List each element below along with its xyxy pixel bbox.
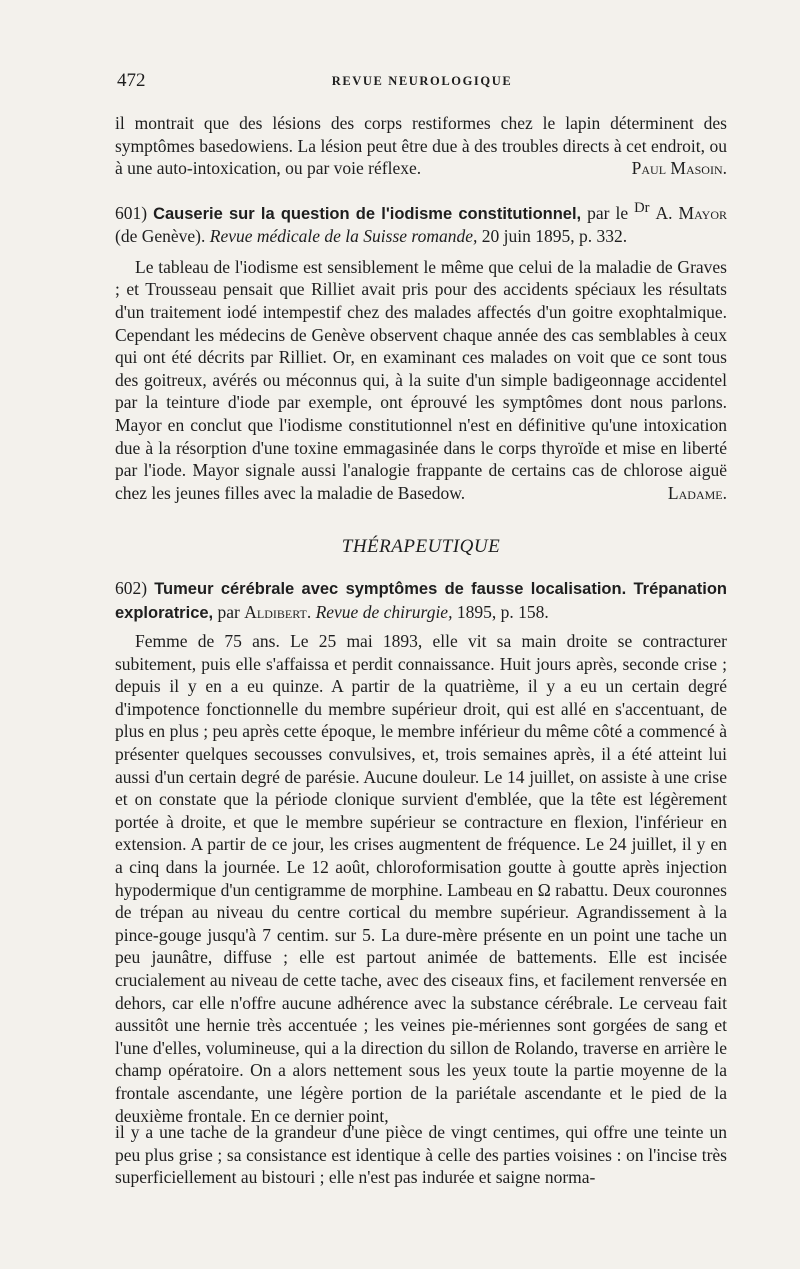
page-header bbox=[117, 70, 727, 96]
entry-601-signature: Ladame. bbox=[667, 482, 727, 503]
entry-602-by: par bbox=[217, 601, 240, 622]
entry-601-affiliation: (de Genève). bbox=[115, 226, 206, 247]
entry-601-heading bbox=[115, 197, 727, 248]
entry-601-body-text: Le tableau de l'iodisme est sensiblement le même que celui de la maladie de Graves ; et Trousseau pensait que Rilliet avait pris pour des accidents spéciaux les résultats d'un traitement iodé intempestif chez des malades affectés d'un goitre exophtalmique. Cependant les médecins de Genève observent chaque année des cas semblables à ceux qui ont été décrits par Rilliet. Or, en examinant ces malades on voit que ce sont tous des goitreux, avérés ou méconnus qui, à la suite d'un simple badigeonnage accidentel par la teinture d'iode par exemple, ont éprouvé les symptômes dont nous parlons. Mayor en conclut que l'iodisme constitutionnel n'est en définitive qu'une intoxication due à la résorption d'une toxine emmagasinée dans le corps thyroïde et mise en liberté par l'iode. Mayor signale aussi l'analogie frappante de certains cas de chlorose aiguë chez les jeunes filles avec la maladie de Basedow. bbox=[115, 256, 727, 503]
text-body bbox=[115, 112, 727, 1127]
intro-text: il montrait que des lésions des corps restiformes chez le lapin déterminent des symptômes basedowiens. La lésion peut être due à des troubles directs à cet endroit, ou à une auto-intoxication, ou par voie réflexe. bbox=[115, 113, 727, 179]
entry-601-author-prefix: Dr bbox=[634, 199, 650, 216]
section-title: THÉRAPEUTIQUE bbox=[341, 536, 501, 558]
running-title: REVUE NEUROLOGIQUE bbox=[331, 74, 513, 88]
entry-601-journal: Revue médicale de la Suisse romande, bbox=[209, 226, 478, 247]
entry-601-citation: 20 juin 1895, p. 332. bbox=[481, 226, 628, 247]
entry-601-title: Causerie sur la question de l'iodisme constitutionnel, bbox=[153, 204, 582, 223]
entry-602-body-tail bbox=[115, 1121, 727, 1189]
entry-601-body bbox=[115, 256, 727, 505]
entry-602-heading bbox=[115, 577, 727, 624]
entry-602-number: 602) bbox=[115, 577, 148, 598]
entry-601-by: par le bbox=[587, 202, 629, 223]
entry-602-author: Aldibert. bbox=[244, 601, 312, 622]
entry-602-body-tail-text: il y a une tache de la grandeur d'une pièce de vingt centimes, qui offre une teinte un peu plus grise ; sa consistance est identique à celle des parties voisines : on l'incise très superficiellement au bistouri ; elle n'est pas indurée et saigne norma- bbox=[115, 1122, 727, 1188]
entry-602-citation: 1895, p. 158. bbox=[456, 601, 549, 622]
intro-paragraph bbox=[115, 112, 727, 180]
entry-601-author: A. Mayor bbox=[655, 202, 728, 223]
page-number: 472 bbox=[117, 70, 146, 91]
entry-602-journal: Revue de chirurgie, bbox=[315, 601, 453, 622]
entry-602-title: Tumeur cérébrale avec symptômes de fausse localisation. Trépanation exploratrice, bbox=[115, 579, 727, 622]
entry-601-number: 601) bbox=[115, 202, 148, 223]
entry-602-body-text: Femme de 75 ans. Le 25 mai 1893, elle vit sa main droite se contracturer subitement, puis elle s'affaissa et perdit connaissance. Huit jours après, seconde crise ; depuis il y en a eu quinze. A partir de la quatrième, il y a eu un certain degré d'impotence fonctionnelle du membre supérieur droit, qui est allé en s'accentuant, de plus en plus ; peu après cette époque, le membre inférieur du même côté a commencé à présenter quelques secousses convulsives, et, trois semaines après, il a été atteint lui aussi d'un certain degré de parésie. Aucune douleur. Le 14 juillet, on assiste à une crise et on constate que la période clonique survient d'emblée, que la tête est légèrement portée à droite, et que le membre supérieur se contracture en flexion, l'inférieur en extension. A partir de ce jour, les crises augmentent de fréquence. Le 24 juillet, il y en a cinq dans la journée. Le 12 août, chloroformisation goutte à goutte après injection hypodermique d'un centigramme de morphine. Lambeau en Ω rabattu. Deux couronnes de trépan au niveau du centre cortical du membre supérieur. Agrandissement à la pince-gouge jusqu'à 7 centim. sur 5. La dure-mère présente en un point une tache un peu jaunâtre, diffuse ; elle est partout animée de battements. Elle est incisée crucialement au niveau de cette tache, avec des ciseaux fins, et facilement renversée en dehors, car elle n'offre aucune adhérence avec la substance cérébrale. Le cerveau fait aussitôt une hernie très accentuée ; les veines pie-mériennes sont gorgées de sang et l'une d'elles, volumineuse, qui a la direction du sillon de Rolando, traverse en arrière le champ opératoire. On a alors nettement sous les yeux toute la partie moyenne de la frontale ascendante, une légère portion de la pariétale ascendante et le pied de la deuxième frontale. En ce dernier point, bbox=[115, 631, 727, 1126]
intro-signature: Paul Masoin. bbox=[631, 158, 727, 179]
entry-602-body bbox=[115, 630, 727, 1127]
